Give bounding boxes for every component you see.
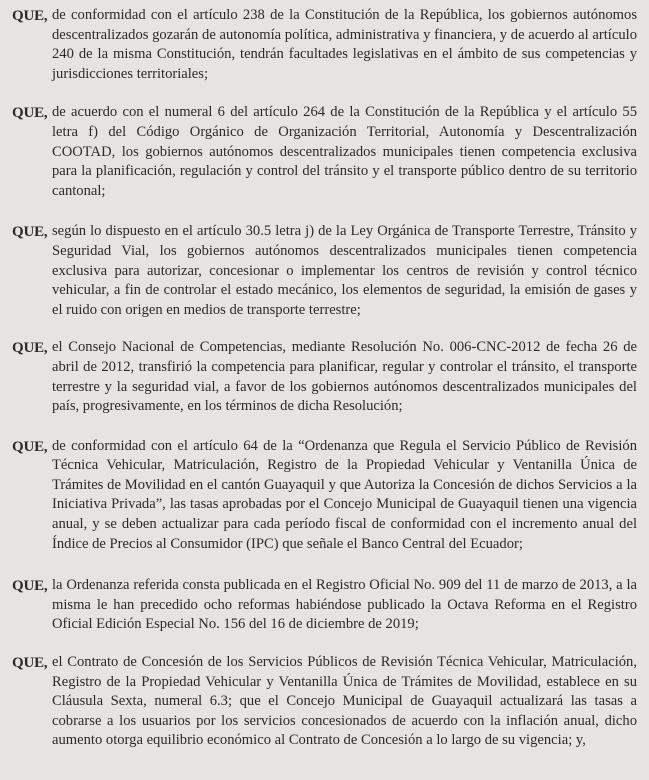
- clause-text: la Ordenanza referida consta publicada en el Registro Oficial No. 909 del 11 de marzo de 2013, a la misma le han precedido ocho reformas habiéndose publicado la Octava Reforma en el Registro Oficial Edición Especial No. 156 del 16 de diciembre de 2019;: [52, 577, 637, 633]
- clause-6: [12, 576, 637, 635]
- clause-text: de acuerdo con el numeral 6 del artículo 264 de la Constitución de la República y el artículo 55 letra f) del Código Orgánico de Organización Territorial, Autonomía y Descentralización COOTAD, los gobiernos autónomos descentralizados municipales tienen competencia exclusiva para la planificación, regulación y control del tránsito y el transporte público dentro de su territorio cantonal;: [52, 104, 637, 199]
- clause-label: QUE,: [12, 578, 48, 595]
- clause-2: [12, 103, 637, 201]
- clause-label: QUE,: [12, 655, 48, 672]
- clause-text: el Contrato de Concesión de los Servicios Públicos de Revisión Técnica Vehicular, Matriculación, Registro de la Propiedad Vehicular y Ventanilla Única de Trámites de Movilidad, establece en su Cláusula Sexta, numeral 6.3; que el Concejo Municipal de Guayaquil actualizará las tasas a cobrarse a los usuarios por los servicios concesionados de acuerdo con la inflación anual, dicho aumento otorga equilibrio económico al Contrato de Concesión a lo largo de su vigencia; y,: [52, 654, 637, 749]
- clause-3: [12, 222, 637, 320]
- clause-label: QUE,: [12, 438, 48, 455]
- clause-5: [12, 437, 637, 555]
- clause-1: [12, 6, 637, 84]
- clause-label: QUE,: [12, 340, 48, 357]
- clause-label: QUE,: [12, 8, 48, 24]
- clause-label: QUE,: [12, 105, 48, 122]
- clause-text: según lo dispuesto en el artículo 30.5 letra j) de la Ley Orgánica de Transporte Terrestre, Tránsito y Seguridad Vial, los gobiernos autónomos descentralizados municipales tienen competencia exclusiva para autorizar, concesionar o implementar los centros de revisión y control técnico vehicular, a fin de controlar el estado mecánico, los elementos de seguridad, la emisión de gases y el ruido con origen en medios de transporte terrestre;: [52, 223, 637, 318]
- clause-4: [12, 338, 637, 416]
- clause-text: de conformidad con el artículo 238 de la Constitución de la República, los gobiernos autónomos descentralizados gozarán de autonomía política, administrativa y financiera, y de acuerdo al artículo 240 de la misma Constitución, tendrán facultades legislativas en el ámbito de sus competencias y jurisdicciones territoriales;: [52, 7, 637, 82]
- clause-label: QUE,: [12, 224, 48, 241]
- clause-text: el Consejo Nacional de Competencias, mediante Resolución No. 006-CNC-2012 de fecha 26 de abril de 2012, transfirió la competencia para planificar, regular y controlar el tránsito, el transporte terrestre y la seguridad vial, a favor de los gobiernos autónomos descentralizados municipales del país, progresivamente, en los términos de dicha Resolución;: [52, 339, 637, 415]
- clause-7: [12, 653, 637, 751]
- clause-text: de conformidad con el artículo 64 de la “Ordenanza que Regula el Servicio Público de Revisión Técnica Vehicular, Matriculación, Registro de la Propiedad Vehicular y Ventanilla Única de Trámites de Movilidad en el cantón Guayaquil y que Autoriza la Concesión de dichos Servicios a la Iniciativa Privada”, las tasas aprobadas por el Concejo Municipal de Guayaquil tienen una vigencia anual, y se deben actualizar para cada período fiscal de conformidad con el incremento anual del Índice de Precios al Consumidor (IPC) que señale el Banco Central del Ecuador;: [52, 437, 637, 552]
